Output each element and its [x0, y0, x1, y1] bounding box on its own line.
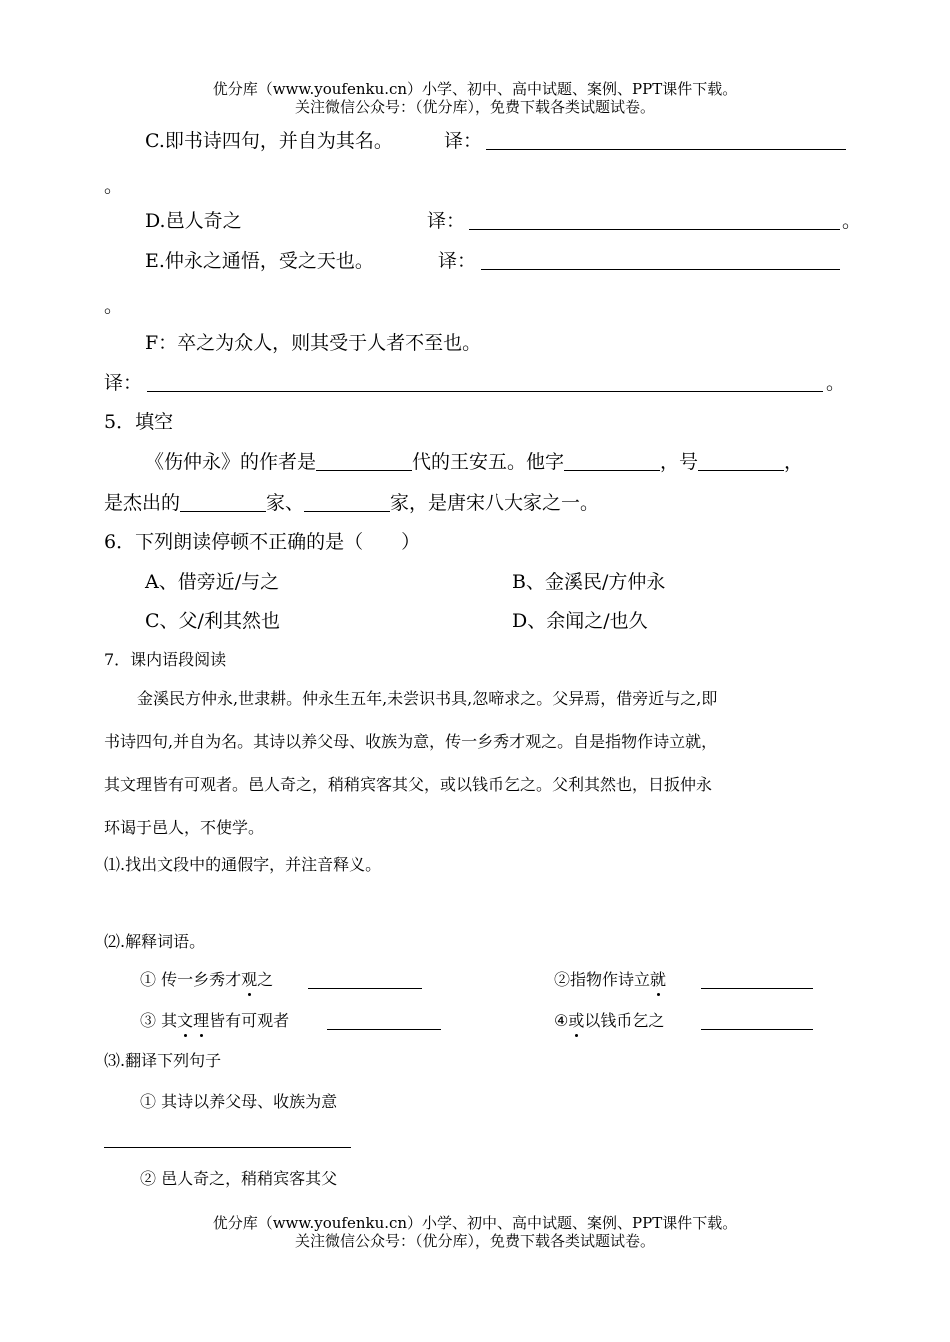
q6-option-a[interactable]: A、借旁近/与之 — [145, 571, 280, 593]
q4-d-period: 。 — [842, 210, 862, 232]
q4-c-text: C.即书诗四句，并自为其名。 — [145, 130, 393, 152]
q4-d-yi: 译： — [427, 210, 466, 232]
q5-text-c: ，号 — [660, 451, 699, 473]
q7-word-2-target: 就 — [650, 970, 667, 989]
header-line-1: 优分库（www.youfenku.cn）小学、初中、高中试题、案例、PPT课件下载。 — [212, 80, 738, 98]
q4-e-text: E.仲永之通悟，受之天也。 — [145, 250, 374, 272]
q7-translate-2: ② 邑人奇之，稍稍宾客其父 — [140, 1169, 338, 1188]
q5-blank-role-2[interactable] — [304, 493, 390, 512]
q4-f-answer-line[interactable] — [147, 391, 823, 392]
q4-c-yi: 译： — [444, 130, 483, 152]
q7-translate-1: ① 其诗以养父母、收族为意 — [140, 1092, 338, 1111]
q7-translate-1-answer-line[interactable] — [104, 1147, 351, 1148]
q5-text-g: 家，是唐宋八大家之一。 — [390, 492, 600, 514]
q7-word-1-answer-line[interactable] — [308, 988, 422, 989]
q4-f-yi: 译： — [104, 372, 143, 394]
q4-f-text: F：卒之为众人，则其受于人者不至也。 — [145, 332, 482, 354]
q4-e-answer-line[interactable] — [481, 269, 840, 270]
q7-word-4-answer-line[interactable] — [701, 1029, 813, 1030]
q6-title: 6．下列朗读停顿不正确的是（ ） — [104, 531, 421, 553]
q7-word-4-target: 或 — [568, 1011, 585, 1030]
footer-line-2: 关注微信公众号：（优分库），免费下载各类试题试卷。 — [294, 1232, 655, 1250]
q7-word-1-target: 观 — [241, 970, 258, 989]
q5-blank-role-1[interactable] — [180, 493, 266, 512]
q5-text-e: 是杰出的 — [104, 492, 181, 514]
footer-line-1: 优分库（www.youfenku.cn）小学、初中、高中试题、案例、PPT课件下载。 — [212, 1214, 738, 1232]
q4-e-yi: 译： — [438, 250, 477, 272]
q7-passage-line-3: 其文理皆有可观者。邑人奇之，稍稍宾客其父，或以钱币乞之。父利其然也，日扳仲永 — [104, 775, 713, 794]
q5-text-f: 家、 — [266, 492, 305, 514]
q5-line-2 — [104, 491, 599, 515]
q5-text-d: ， — [784, 451, 804, 473]
q7-word-1 — [140, 969, 273, 991]
q7-passage-line-4: 环谒于邑人，不使学。 — [104, 818, 265, 837]
q4-c-answer-line[interactable] — [486, 149, 846, 150]
q7-word-2-answer-line[interactable] — [701, 988, 813, 989]
q4-f-period: 。 — [826, 372, 846, 394]
q6-option-b[interactable]: B、金溪民/方仲永 — [512, 571, 666, 593]
q5-blank-pseudonym[interactable] — [698, 452, 784, 471]
q5-blank-courtesy-name[interactable] — [564, 452, 660, 471]
q6-option-d[interactable]: D、余闻之/也久 — [512, 610, 648, 632]
q7-word-1-pre: ① 传一乡秀才 — [140, 970, 242, 989]
q7-word-4-post: 以钱币乞之 — [584, 1011, 665, 1030]
q7-title: 7．课内语段阅读 — [104, 650, 227, 669]
q7-word-4 — [554, 1010, 664, 1032]
q5-title: 5．填空 — [104, 411, 174, 433]
q7-word-1-post: 之 — [257, 970, 274, 989]
q4-e-period: 。 — [104, 295, 124, 317]
q7-sub-1: ⑴.找出文段中的通假字，并注音释义。 — [104, 855, 382, 874]
q7-sub-3: ⑶.翻译下列句子 — [104, 1051, 222, 1070]
q7-word-3-answer-line[interactable] — [327, 1029, 441, 1030]
q7-word-3 — [140, 1010, 289, 1032]
q4-d-answer-line[interactable] — [469, 229, 840, 230]
q5-text-b: 代的王安五。他字 — [412, 451, 565, 473]
q5-blank-dynasty[interactable] — [316, 452, 412, 471]
header-line-2: 关注微信公众号：（优分库），免费下载各类试题试卷。 — [294, 98, 655, 116]
q4-c-period: 。 — [104, 175, 124, 197]
q5-text-a: 《伤仲永》的作者是 — [145, 451, 317, 473]
q6-option-c[interactable]: C、父/利其然也 — [145, 610, 280, 632]
q7-sub-2: ⑵.解释词语。 — [104, 932, 206, 951]
q7-word-2-pre: ②指物作诗立 — [554, 970, 651, 989]
q7-word-3-post: 皆有可观者 — [209, 1011, 290, 1030]
q7-passage-line-2: 书诗四句,并自为名。其诗以养父母、收族为意，传一乡秀才观之。自是指物作诗立就， — [104, 732, 718, 751]
q7-passage-line-1: 金溪民方仲永,世隶耕。仲永生五年,未尝识书具,忽啼求之。父异焉，借旁近与之,即 — [137, 689, 718, 708]
q4-d-text: D.邑人奇之 — [145, 210, 242, 232]
q7-word-3-pre: ③ 其 — [140, 1011, 178, 1030]
q5-line-1 — [145, 450, 803, 474]
q7-word-2 — [554, 969, 666, 991]
q7-word-3-target-2: 理 — [193, 1011, 210, 1030]
q7-word-4-pre: ④ — [554, 1011, 569, 1030]
q7-word-3-target-1: 文 — [177, 1011, 194, 1030]
